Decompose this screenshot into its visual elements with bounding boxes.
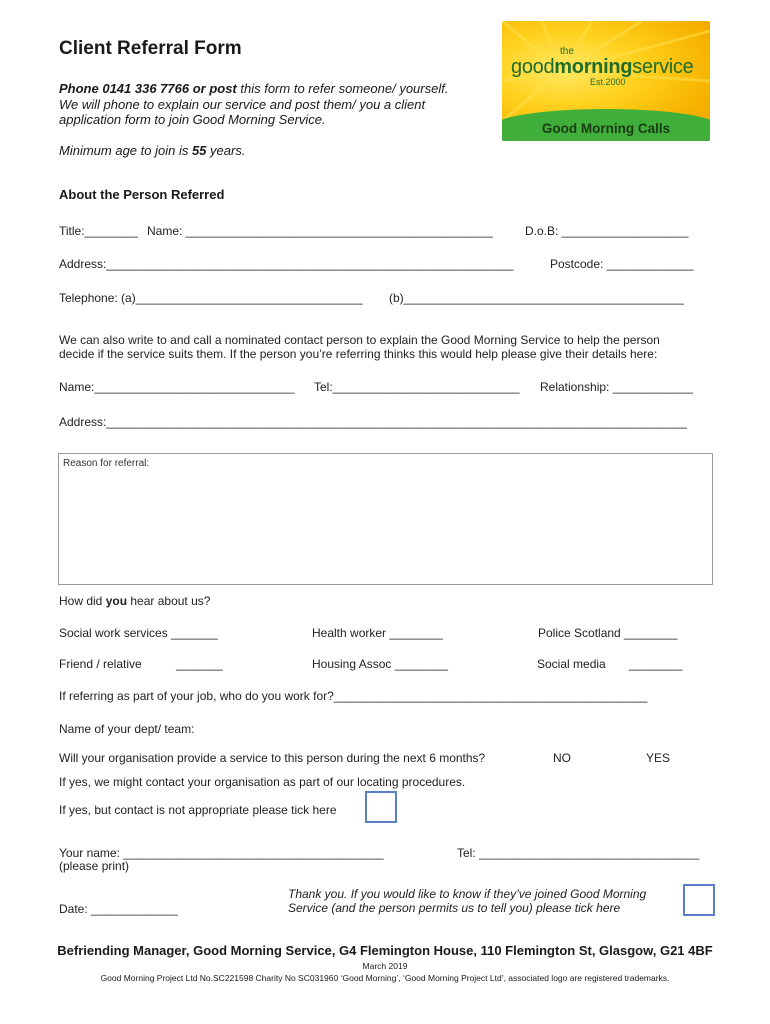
logo-good-morning-calls: Good Morning Calls (541, 121, 671, 136)
dob-field[interactable]: D.o.B: ___________________ (525, 224, 689, 238)
good-morning-logo (502, 21, 710, 141)
option-social-media[interactable]: Social media (537, 657, 606, 671)
answer-no[interactable]: NO (553, 751, 571, 765)
logo-word-good: good (511, 56, 555, 78)
contact-not-appropriate-checkbox[interactable] (365, 791, 397, 823)
hear-you: you (105, 594, 128, 608)
min-age-pre: Minimum age to join is (59, 143, 192, 158)
contact-address-field[interactable]: Address:_______________________________________________________________________________________ (59, 415, 687, 429)
min-age-line (59, 143, 245, 158)
service-question: Will your organisation provide a service to this person during the next 6 months? (59, 751, 486, 765)
option-social-media-blank[interactable]: ________ (629, 657, 683, 671)
hear-pre: How did (59, 594, 106, 608)
intro-line-1-rest: this form to refer someone/ yourself. (236, 81, 449, 96)
logo-wordmark (511, 56, 693, 79)
telephone-b-field[interactable]: (b)__________________________________________ (389, 291, 684, 305)
thanks-line-1: Thank you. If you would like to know if they’ve joined Good Morning (288, 887, 647, 901)
hear-post: hear about us? (127, 594, 211, 608)
footer-legal: Good Morning Project Ltd No.SC221598 Charity No SC031960 ‘Good Morning’, ‘Good Morning Project Ltd’, associated logo are registered trademarks. (100, 973, 670, 983)
answer-yes[interactable]: YES (646, 751, 671, 765)
contact-tel-field[interactable]: Tel:____________________________ (314, 380, 520, 394)
work-for-field[interactable]: If referring as part of your job, who do you work for?_______________________________________________ (59, 689, 648, 703)
option-health-worker[interactable]: Health worker ________ (312, 626, 443, 640)
logo-word-morning: morning (554, 56, 633, 78)
title-field[interactable]: Title:________ (59, 224, 138, 238)
contact-name-field[interactable]: Name:______________________________ (59, 380, 295, 394)
dept-team-field[interactable]: Name of your dept/ team: (59, 722, 195, 736)
option-friend-relative[interactable]: Friend / relative (59, 657, 142, 671)
footer-address: Befriending Manager, Good Morning Service, G4 Flemington House, 110 Flemington St, Glasgow, G21 4BF (57, 943, 713, 958)
contact-intro-line-1: We can also write to and call a nominated contact person to explain the Good Morning Service to help the person (59, 333, 660, 347)
your-tel-field[interactable]: Tel: _________________________________ (457, 846, 700, 860)
thanks-line-2: Service (and the person permits us to tell you) please tick here (288, 901, 621, 915)
section-heading: About the Person Referred (59, 187, 225, 202)
your-name-field[interactable]: Your name: _______________________________________ (59, 846, 384, 860)
intro-phone: Phone 0141 336 7766 or post (59, 81, 237, 96)
postcode-field[interactable]: Postcode: _____________ (550, 257, 694, 271)
footer-date: March 2019 (362, 961, 408, 971)
option-social-work[interactable]: Social work services _______ (59, 626, 218, 640)
address-field[interactable]: Address:_____________________________________________________________ (59, 257, 514, 271)
min-age-number: 55 (191, 143, 207, 158)
intro-line-1 (59, 81, 448, 96)
hear-about-question (59, 594, 210, 608)
contact-relationship-field[interactable]: Relationship: ____________ (540, 380, 693, 394)
intro-line-3: application form to join Good Morning Service. (59, 112, 326, 127)
name-field[interactable]: Name: ______________________________________________ (147, 224, 493, 238)
form-title: Client Referral Form (59, 38, 242, 59)
contact-intro-line-2: decide if the service suits them. If the person you’re referring thinks this would help please give their details here: (59, 347, 658, 361)
joined-notify-checkbox[interactable] (683, 884, 715, 916)
date-field[interactable]: Date: _____________ (59, 902, 178, 916)
logo-word-service: service (632, 56, 694, 78)
option-police-scotland[interactable]: Police Scotland ________ (538, 626, 678, 640)
option-friend-relative-blank[interactable]: _______ (176, 657, 223, 671)
logo-the: the (560, 46, 574, 57)
locating-note: If yes, we might contact your organisation as part of our locating procedures. (59, 775, 466, 789)
tick-contact-label: If yes, but contact is not appropriate please tick here (59, 803, 337, 817)
telephone-a-field[interactable]: Telephone: (a)__________________________________ (59, 291, 363, 305)
option-housing-assoc[interactable]: Housing Assoc ________ (312, 657, 449, 671)
please-print-note: (please print) (59, 859, 130, 873)
reason-for-referral-label: Reason for referral: (63, 458, 150, 469)
logo-established: Est.2000 (590, 77, 626, 87)
reason-for-referral-box[interactable] (58, 453, 713, 585)
intro-line-2: We will phone to explain our service and post them/ you a client (59, 97, 426, 112)
min-age-post: years. (206, 143, 246, 158)
